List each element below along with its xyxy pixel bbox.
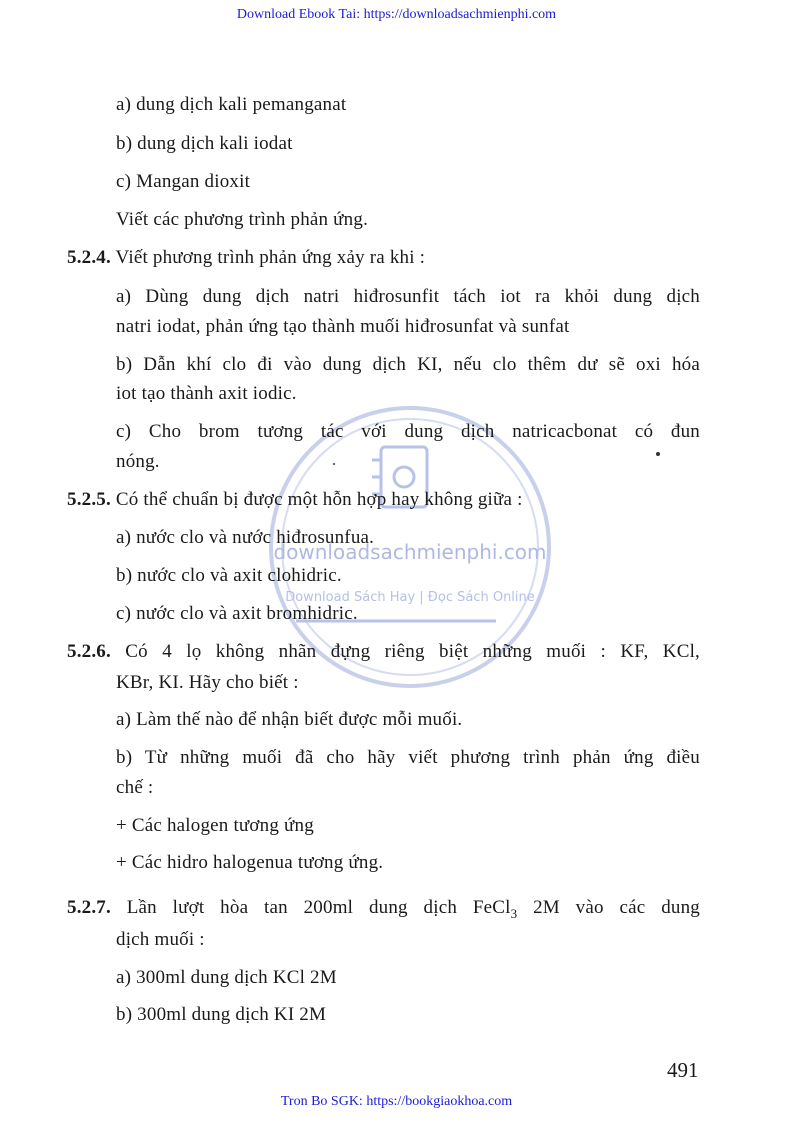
watermark-site: downloadsachmienphi.com	[273, 540, 547, 564]
page-number: 491	[667, 1058, 699, 1082]
question-5-2-5	[67, 489, 523, 511]
text-line: b) 300ml dung dịch KI 2M	[116, 1004, 327, 1025]
text-line: b) dung dịch kali iodat	[116, 133, 293, 154]
text-line: + Các hidro halogenua tương ứng.	[116, 852, 384, 873]
text-line: c) Mangan dioxit	[116, 171, 251, 192]
text-line: b) Từ những muối đã cho hãy viết phương trình phản ứng điều	[116, 747, 700, 768]
text-line: b) Dẫn khí clo đi vào dung dịch KI, nếu clo thêm dư sẽ oxi hóa	[116, 354, 700, 375]
text-line: nóng.	[116, 451, 160, 472]
question-number: 5.2.6.	[67, 641, 111, 662]
text-line: chế :	[116, 777, 154, 798]
text-line: dịch muối :	[116, 929, 205, 950]
text-line: natri iodat, phản ứng tạo thành muối hiđrosunfat và sunfat	[116, 316, 570, 337]
text-line: a) nước clo và nước hiđrosunfua.	[116, 527, 375, 548]
text-line: c) Cho brom tương tác với dung dịch natricacbonat có đun	[116, 421, 700, 442]
question-text: Có thể chuẩn bị được một hỗn hợp hay không giữa :	[110, 489, 523, 510]
footer-sgk-link[interactable]: Tron Bo SGK: https://bookgiaokhoa.com	[280, 1094, 513, 1109]
question-5-2-6	[67, 641, 700, 663]
scan-speck	[656, 452, 660, 456]
question-text: Lần lượt hòa tan 200ml dung dịch FeCl	[110, 897, 511, 918]
question-5-2-4	[67, 247, 425, 269]
text-line: KBr, KI. Hãy cho biết :	[116, 672, 299, 693]
question-number: 5.2.5.	[67, 489, 111, 510]
text-line: a) Dùng dung dịch natri hiđrosunfit tách iot ra khỏi dung dịch	[116, 286, 700, 307]
text-line: a) Làm thế nào để nhận biết được mỗi muối.	[116, 709, 463, 730]
text-line: c) nước clo và axit bromhidric.	[116, 603, 358, 624]
header-download-link[interactable]: Download Ebook Tai: https://downloadsachmienphi.com	[236, 7, 557, 22]
text-line: Viết các phương trình phản ứng.	[116, 209, 369, 230]
text-line: b) nước clo và axit clohidric.	[116, 565, 342, 586]
question-number: 5.2.4.	[67, 247, 111, 268]
text-line: a) dung dịch kali pemanganat	[116, 94, 347, 115]
question-number: 5.2.7.	[67, 897, 111, 918]
watermark-tagline: Download Sách Hay | Đọc Sách Online	[285, 590, 535, 605]
question-text: Có 4 lọ không nhãn đựng riêng biệt những muối : KF, KCl,	[110, 641, 700, 662]
scan-speck	[333, 463, 335, 465]
text-line: + Các halogen tương ứng	[116, 815, 314, 836]
text-line: iot tạo thành axit iodic.	[116, 383, 297, 404]
question-text: Viết phương trình phản ứng xảy ra khi :	[110, 247, 426, 268]
subscript: 3	[510, 905, 518, 921]
text-line: a) 300ml dung dịch KCl 2M	[116, 967, 337, 988]
question-text: 2M vào các dung	[517, 897, 700, 918]
question-5-2-7	[67, 897, 700, 925]
